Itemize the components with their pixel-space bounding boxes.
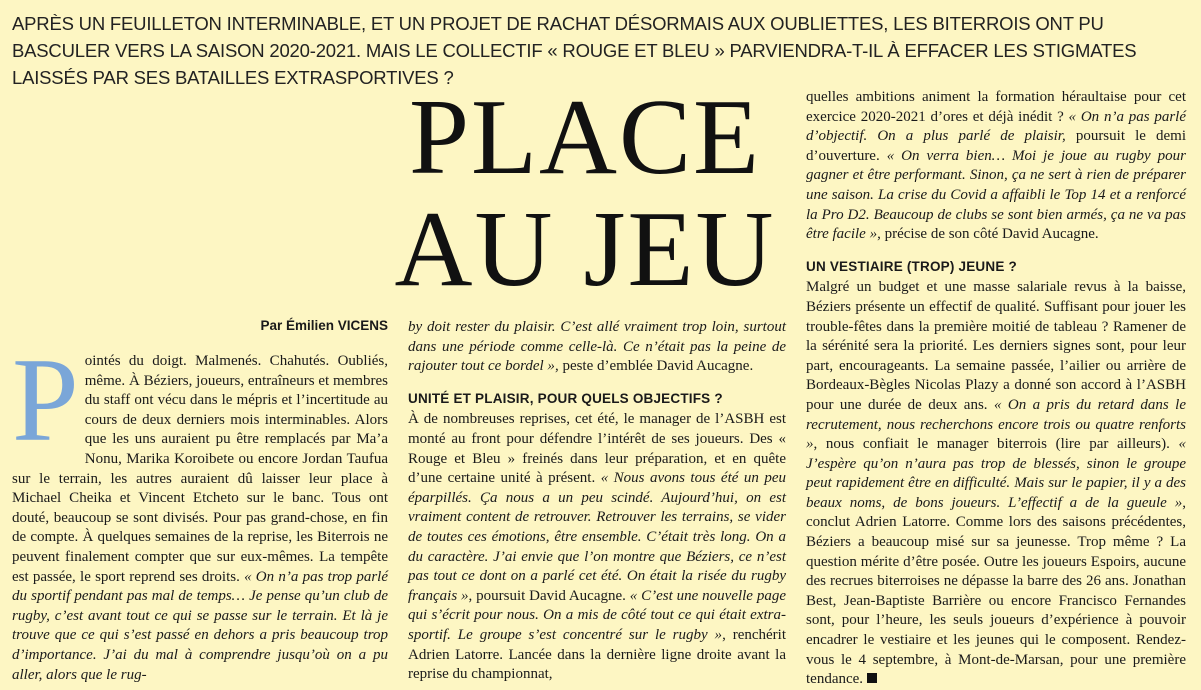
paragraph-text: poursuit le demi d’ouverture. [806, 128, 1186, 164]
paragraph-text: ointés du doigt. Malmenés. Chahutés. Oubliés, même. À Béziers, joueurs, entraîneurs et membres du staff ont vécu dans le mépris et l’incertitude au cours de deux derniers mois interminables. Alors que les uns auraient pu être remplacés par Ma’a Nonu, Marika Koroibete ou encore Jordan Taufua sur le terrain, les autres auraient dû laisser leur place à Michael Cheika et Vincent Etcheto sur le banc. Tous ont douté, beaucoup se sont divisés. Pour pas grand-chose, en fin de compte. À quelques semaines de la reprise, les Biterrois ne peuvent finalement compter que sur eux-mêmes. La tempête est passée, le sport reprend ses droits. [12, 353, 388, 585]
article-column-3 [806, 88, 1186, 690]
drop-cap: P [12, 333, 79, 466]
paragraph-text: , précise de son côté David Aucagne. [877, 226, 1099, 243]
quote-text: « Nous avons tous été un peu éparpillés. Ça nous a un peu scindé. Aujourd’hui, on est vraiment content de retrouver. Retrouver les terrains, se vider de toutes ces émotions, être ensemble. C’était très long. On a du caractère. J’ai envie que l’on montre que Béziers, ce n’est pas tout ce dont on a parlé cet été. On était la risée du rugby français » [408, 470, 786, 604]
byline: Par Émilien VICENS [260, 318, 388, 333]
standfirst: APRÈS UN FEUILLETON INTERMINABLE, ET UN PROJET DE RACHAT DÉSORMAIS AUX OUBLIETTES, LES BITERROIS ONT PU BASCULER VERS LA SAISON 2020-2021. MAIS LE COLLECTIF « ROUGE ET BLEU » PARVIENDRA-T-IL À EFFACER LES STIGMATES LAISSÉS PAR SES BATAILLES EXTRASPORTIVES ? [12, 13, 1137, 88]
paragraph-text: À de nombreuses reprises, cet été, le manager de l’ASBH est monté au front pour défendre l’intérêt de ses joueurs. Des « Rouge et Bleu » freinés dans leur préparation, et en quête d’une certaine unité à présent. [408, 411, 786, 487]
paragraph-text: , renchérit Adrien Latorre. Lancée dans la dernière ligne droite avant la reprise du championnat, [408, 626, 786, 683]
headline-line-2: AU JEU [394, 190, 776, 309]
quote-text: by doit rester du plaisir. C’est allé vraiment trop loin, surtout dans une période comme celle-là. Ce n’était pas la peine de rajouter tout ce bordel » [408, 319, 786, 375]
paragraph-text: , poursuit David Aucagne. [468, 587, 630, 604]
subheading: UN VESTIAIRE (TROP) JEUNE ? [806, 258, 1017, 274]
paragraph-text: Malgré un budget et une masse salariale revus à la baisse, Béziers présente un effectif de qualité. Suffisant pour jouer les trouble-fêtes dans la première moitié de tableau ? Ramener de la sérénité sera la priorité. Les derniers signes sont, pour leur part, encourageants. La semaine passée, l’ailier ou arrière de Bordeaux-Bègles Nicolas Plazy a donné son accord à l’ASBH pour une durée de deux ans. [806, 279, 1186, 413]
quote-text: « On a pris du retard dans le recrutement, nous recherchons encore trois ou quatre renforts » [806, 396, 1186, 453]
article-column-2 [408, 318, 786, 685]
quote-text: « On verra bien… Moi je joue au rugby pour gagner et être performant. Sinon, ça ne sert à rien de préparer une saison. La crise du Covid a affaibli le Top 14 et a renforcé la Pro D2. Beaucoup de clubs se sont bien armés, ça ne va pas être facile » [806, 147, 1186, 243]
article-column-1 [12, 333, 388, 685]
paragraph-text: , conclut Adrien Latorre. Comme lors des saisons précédentes, Béziers a beaucoup misé sur sa jeunesse. Trop même ? La question mérite d’être posée. Outre les joueurs Espoirs, aucune des recrues biterroises ne dépasse la barre des 26 ans. Jonathan Best, Jean-Baptiste Barrière ou encore Francisco Fernandes sont, pour l’heure, les seuls joueurs d’expérience à pouvoir encadrer le vestiaire et les jeunes qui le composent. Rendez-vous le 4 septembre, à Mont-de-Marsan, pour une première tendance. [806, 494, 1186, 688]
quote-text: « J’espère qu’on n’aura pas trop de blessés, sinon le groupe peut rapidement être en difficulté. Mais sur le papier, il y a des beaux noms, de bons joueurs. L’effectif a de la gueule » [806, 436, 1186, 511]
quote-text: « On n’a pas trop parlé du sportif pendant pas mal de temps… Je pense qu’un club de rugby, c’est avant tout ce qui se passe sur le terrain. Et là je trouve que ce qui s’est passé en dehors a pris beaucoup trop d’importance. J’ai du mal à comprendre jusqu’où on a pu aller, alors que le rug- [12, 568, 388, 683]
paragraph-text: quelles ambitions animent la formation héraultaise pour cet exercice 2020-2021 d’ores et déjà inédit ? [806, 89, 1186, 125]
quote-text: « C’est une nouvelle page qui s’écrit pour nous. On a mis de côté tout ce qui était extra-sportif. Le groupe s’est concentré sur le rugby » [408, 587, 786, 643]
subheading: UNITÉ ET PLAISIR, POUR QUELS OBJECTIFS ? [408, 390, 723, 406]
end-mark-icon [867, 673, 877, 683]
quote-text: « On n’a pas parlé d’objectif. On a plus parlé de plaisir, [806, 108, 1187, 145]
headline-line-1: PLACE [408, 78, 762, 197]
paragraph-text: , nous confiait le manager biterrois (lire par ailleurs). [813, 436, 1179, 453]
paragraph-text: , peste d’emblée David Aucagne. [554, 358, 754, 375]
